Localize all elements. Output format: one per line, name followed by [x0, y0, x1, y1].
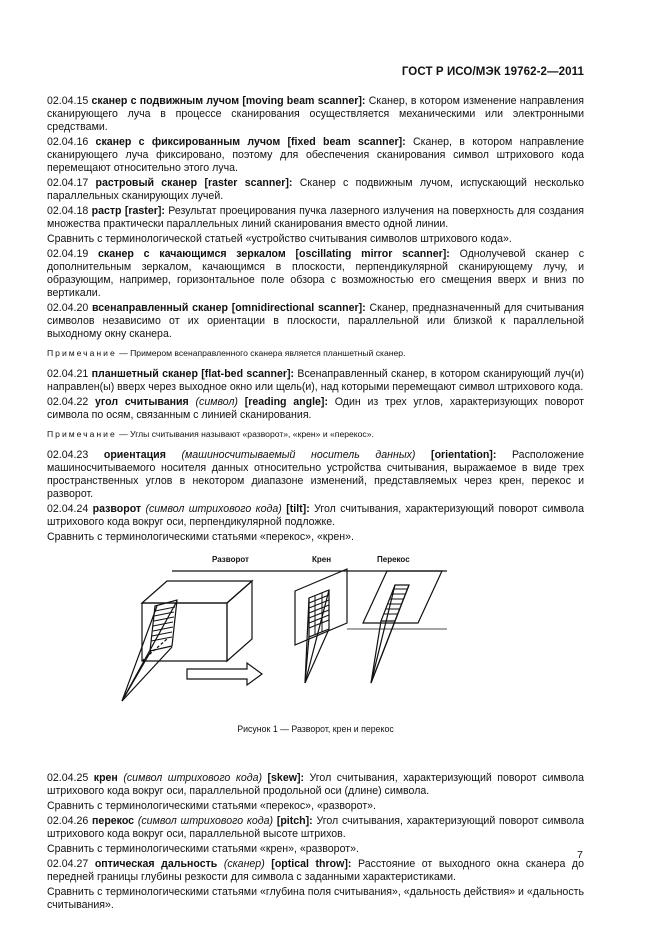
- pitch-panel: [363, 571, 442, 623]
- term-name: растр: [91, 205, 122, 217]
- term-english: [raster scanner]:: [204, 177, 293, 189]
- term-english: [orientation]:: [431, 449, 497, 461]
- term-definition: Сканер, предназначенный для считывания символов независимо от их ориентации в плоскости, параллельной или близкой к параллельной выходному окну сканера.: [47, 302, 584, 340]
- term-qualifier: (символ): [195, 396, 238, 408]
- cross-reference: Сравнить с терминологическими статьями «перекос», «крен».: [47, 531, 354, 543]
- tilt-box-top: [142, 581, 252, 603]
- term-english: [pitch]:: [276, 815, 313, 827]
- term-name: крен: [93, 772, 118, 784]
- term-english: [optical throw]:: [271, 858, 352, 870]
- term-number: 02.04.22: [47, 396, 89, 408]
- page-number: 7: [577, 849, 583, 861]
- term-entry: [47, 858, 584, 884]
- pitch-barcode-outline: [381, 585, 409, 621]
- note-reading-angles: [47, 429, 584, 440]
- term-name: всенаправленный сканер: [92, 302, 228, 314]
- term-entry: [47, 368, 584, 394]
- term-definition: Всенаправленный сканер, в котором сканирующий луч(и) направлен(ы) вверх через выходное окно или щель(и), над которыми перемещают символ штрихового кода.: [47, 368, 585, 393]
- term-qualifier: (символ штрихового кода): [145, 503, 282, 515]
- term-english: [moving beam scanner]:: [242, 95, 366, 107]
- term-number: 02.04.26: [47, 815, 89, 827]
- term-name: сканер с фиксированным лучом: [95, 136, 281, 148]
- term-definition: Расстояние от выходного окна сканера до передней границы глубины резкости для символа с заданными характеристиками.: [47, 858, 584, 883]
- term-name: угол считывания: [95, 396, 189, 408]
- term-entry: [47, 503, 584, 529]
- entries-block-4: [47, 772, 584, 912]
- term-definition: Один из трех углов, характеризующих поворот символа по осям, связанным с линией сканирования.: [47, 396, 585, 421]
- skew-panel: [295, 569, 347, 645]
- term-number: 02.04.17: [47, 177, 89, 189]
- term-entry: [47, 396, 584, 422]
- tilt-box-side: [227, 581, 252, 661]
- term-name: ориентация: [103, 449, 166, 461]
- term-english: [skew]:: [267, 772, 305, 784]
- movement-arrow: [187, 663, 262, 685]
- term-english: [raster]:: [124, 205, 165, 217]
- figure-label-skew: Крен: [312, 555, 332, 564]
- document-body: [47, 95, 584, 914]
- term-english: [flat-bed scanner]:: [201, 368, 295, 380]
- term-english: [reading angle]:: [244, 396, 328, 408]
- term-name: планшетный сканер: [91, 368, 198, 380]
- term-qualifier: (сканер): [223, 858, 265, 870]
- term-qualifier: (символ штрихового кода): [137, 815, 274, 827]
- cross-reference: Сравнить с терминологической статьей «устройство считывания символов штрихового кода».: [47, 233, 512, 245]
- term-number: 02.04.24: [47, 503, 89, 515]
- term-definition: Угол считывания, характеризующий поворот символа штрихового кода вокруг оси, перпендикулярной подложке.: [47, 503, 584, 528]
- term-entry: [47, 177, 584, 203]
- term-number: 02.04.27: [47, 858, 89, 870]
- note-text: — Углы считывания называют «разворот», «крен» и «перекос».: [119, 429, 374, 439]
- term-qualifier: (машиносчитываемый носитель данных): [181, 449, 416, 461]
- term-number: 02.04.25: [47, 772, 89, 784]
- term-definition: Сканер, в котором изменение направления сканирующего луча в процессе сканирования осуществляется механическими или электронными средствами.: [47, 95, 584, 133]
- term-number: 02.04.18: [47, 205, 89, 217]
- term-entry: [47, 205, 584, 231]
- note-text: — Примером всенаправленного сканера является планшетный сканер.: [119, 348, 406, 358]
- term-entry: [47, 95, 584, 134]
- term-english: [fixed beam scanner]:: [287, 136, 406, 148]
- term-name: сканер с качающимся зеркалом: [98, 248, 286, 260]
- figure-caption: Рисунок 1 — Разворот, крен и перекос: [237, 724, 394, 734]
- term-entry: [47, 449, 584, 501]
- term-number: 02.04.20: [47, 302, 89, 314]
- term-number: 02.04.23: [47, 449, 89, 461]
- note-label: Примечание: [47, 348, 117, 358]
- term-number: 02.04.19: [47, 248, 89, 260]
- term-definition: Угол считывания, характеризующий поворот символа штрихового кода вокруг оси, параллельной продольной оси (длине) символа.: [47, 772, 584, 797]
- term-name: сканер с подвижным лучом: [91, 95, 240, 107]
- term-entry: [47, 772, 584, 798]
- figure-label-pitch: Перекос: [377, 555, 410, 564]
- term-english: [oscillating mirror scanner]:: [295, 248, 450, 260]
- figure-1: [47, 551, 584, 721]
- figure-drawing: [47, 551, 584, 721]
- term-definition: Сканер, в котором направление сканирующего луча фиксировано, поэтому для обеспечения сканирования символ штрихового кода перемещают относительно этого луча.: [47, 136, 584, 174]
- term-definition: Расположение машиносчитываемого носителя данных относительно устройства считывания, выражаемое в виде трех пространственных углов в некотором диапазоне изменений, представляемых через крен, перекос и разворот.: [47, 449, 584, 500]
- term-name: растровый сканер: [95, 177, 198, 189]
- document-header: ГОСТ Р ИСО/МЭК 19762-2—2011: [401, 66, 584, 78]
- cross-reference: Сравнить с терминологическими статьями «перекос», «разворот».: [47, 800, 377, 812]
- note-label: Примечание: [47, 429, 117, 439]
- entries-block-2: [47, 368, 584, 422]
- figure-label-tilt: Разворот: [212, 555, 249, 564]
- term-english: [omnidirectional scanner]:: [231, 302, 366, 314]
- note-omnidirectional: [47, 348, 584, 359]
- cross-reference: Сравнить с терминологическими статьями «глубина поля считывания», «дальность действия» и «дальность считывания».: [47, 886, 584, 911]
- term-definition: Угол считывания, характеризующий поворот символа штрихового кода вокруг оси, параллельной высоте штрихов.: [47, 815, 584, 840]
- cross-reference: Сравнить с терминологическими статьями «крен», «разворот».: [47, 843, 359, 855]
- term-definition: Результат проецирования пучка лазерного излучения на поверхность для создания множества практически параллельных линий сканирования вместо одной линии.: [47, 205, 585, 230]
- term-entry: [47, 302, 584, 341]
- term-definition: Однолучевой сканер с дополнительным зеркалом, качающимся в плоскости, перпендикулярной сканирующему лучу, и образующим, например, горизонтальное поле обзора с возможностью его смещения вверх и вниз по вертикали.: [47, 248, 584, 299]
- term-number: 02.04.15: [47, 95, 89, 107]
- term-entry: [47, 136, 584, 175]
- term-number: 02.04.16: [47, 136, 89, 148]
- term-name: разворот: [92, 503, 142, 515]
- term-entry: [47, 248, 584, 300]
- term-definition: Сканер с подвижным лучом, испускающий несколько параллельных сканирующих лучей.: [47, 177, 585, 202]
- term-entry: [47, 815, 584, 841]
- entries-block-3: [47, 449, 584, 544]
- entries-block-1: [47, 95, 584, 341]
- term-number: 02.04.21: [47, 368, 89, 380]
- term-name: оптическая дальность: [94, 858, 218, 870]
- term-english: [tilt]:: [286, 503, 310, 515]
- term-name: перекос: [92, 815, 135, 827]
- term-qualifier: (символ штрихового кода): [123, 772, 262, 784]
